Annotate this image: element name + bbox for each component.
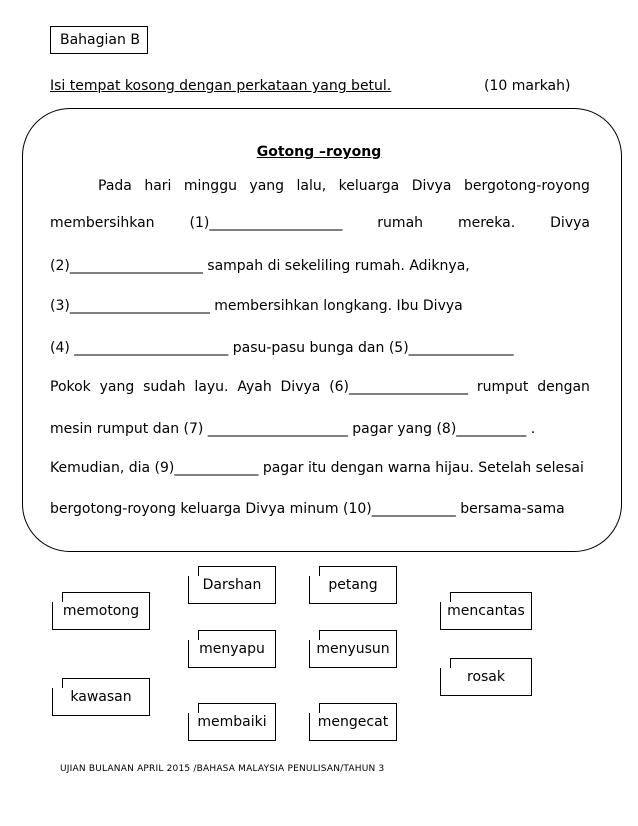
word: hari (144, 178, 172, 194)
word: layu. (194, 379, 229, 395)
marks-label: (10 markah) (484, 78, 571, 94)
passage-line-9: bergotong-royong keluarga Divya minum (10)____________ bersama-sama (50, 501, 565, 517)
word: mereka. (457, 215, 516, 231)
blank-1[interactable]: (1)___________________ (189, 215, 343, 231)
word: dengan (537, 379, 590, 395)
passage-line-6 (50, 379, 590, 395)
word-card-mengecat[interactable]: mengecat (309, 703, 397, 741)
word: bergotong-royong (463, 178, 590, 194)
instruction-text: Isi tempat kosong dengan perkataan yang betul. (50, 78, 392, 94)
page-footer: UJIAN BULANAN APRIL 2015 /BAHASA MALAYSIA PENULISAN/TAHUN 3 (60, 764, 385, 774)
word-card-membaiki[interactable]: membaiki (188, 703, 276, 741)
passage-line-8: Kemudian, dia (9)____________ pagar itu dengan warna hijau. Setelah selesai (50, 460, 584, 476)
word: yang (249, 178, 285, 194)
passage-box (22, 108, 622, 552)
passage-line-1 (98, 178, 590, 194)
word: Pokok (50, 379, 91, 395)
word: lalu, (296, 178, 327, 194)
word: keluarga (338, 178, 400, 194)
word: rumah (377, 215, 424, 231)
passage-line-7: mesin rumput dan (7) ____________________ pagar yang (8)__________ . (50, 421, 536, 437)
word-card-memotong[interactable]: memotong (52, 592, 150, 630)
word-card-menyapu[interactable]: menyapu (188, 630, 276, 668)
passage-line-2 (50, 215, 590, 231)
word: rumput (476, 379, 529, 395)
word: Divya (280, 379, 321, 395)
blank-6[interactable]: (6)_________________ (329, 379, 469, 395)
passage-line-4: (3)____________________ membersihkan longkang. Ibu Divya (50, 298, 463, 314)
section-label: Bahagian B (50, 26, 148, 54)
word-card-petang[interactable]: petang (309, 566, 397, 604)
word-card-menyusun[interactable]: menyusun (309, 630, 397, 668)
word: Pada (98, 178, 132, 194)
word: sudah (143, 379, 186, 395)
word-card-rosak[interactable]: rosak (440, 658, 532, 696)
word: minggu (183, 178, 237, 194)
word: Divya (411, 178, 452, 194)
word-card-mencantas[interactable]: mencantas (440, 592, 532, 630)
word: membersihkan (50, 215, 155, 231)
passage-title: Gotong –royong (256, 144, 382, 160)
passage-line-5: (4) ______________________ pasu-pasu bunga dan (5)_______________ (50, 340, 514, 356)
passage-line-3: (2)___________________ sampah di sekeliling rumah. Adiknya, (50, 258, 470, 274)
word-card-darshan[interactable]: Darshan (188, 566, 276, 604)
word: yang (99, 379, 135, 395)
word: Divya (550, 215, 590, 231)
word: Ayah (237, 379, 272, 395)
word-card-kawasan[interactable]: kawasan (52, 678, 150, 716)
